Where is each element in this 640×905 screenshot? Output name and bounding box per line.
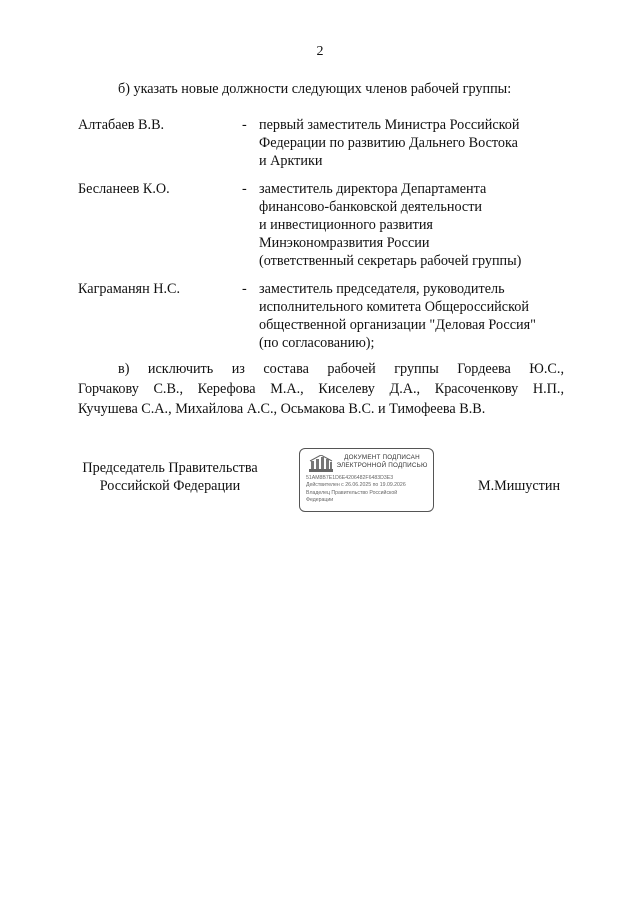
stamp-header — [336, 454, 428, 470]
role-line: Федерации по развитию Дальнего Востока — [259, 135, 518, 151]
role-line: заместитель директора Департамента — [259, 181, 487, 197]
exclusion-line: Горчакову С.В., Керефова М.А., Киселеву Д.А., Красоченкову Н.П., — [78, 381, 564, 397]
member-dash: - — [242, 281, 247, 297]
stamp-owner-line: Владелец Правительство Российской — [306, 489, 398, 496]
member-name: Каграманян Н.С. — [78, 281, 181, 297]
role-line: финансово-банковской деятельности — [259, 199, 482, 215]
signatory-title-line: Российской Федерации — [99, 478, 241, 494]
signatory-title — [70, 459, 270, 495]
role-line: общественной организации "Деловая Россия" — [259, 317, 536, 333]
role-line: первый заместитель Министра Российской — [259, 117, 520, 133]
role-line: заместитель председателя, руководитель — [259, 281, 505, 297]
member-role — [259, 280, 559, 352]
stamp-validity: Действителен с 26.06.2025 по 19.09.2026 — [306, 482, 406, 489]
stamp-header-line: ДОКУМЕНТ ПОДПИСАН — [344, 454, 420, 461]
exclusion-line: в) исключить из состава рабочей группы Гордеева Ю.С., — [118, 361, 564, 377]
role-line: исполнительного комитета Общероссийской — [259, 299, 529, 315]
intro-paragraph: б) указать новые должности следующих членов рабочей группы: — [118, 81, 512, 97]
member-role — [259, 180, 559, 270]
role-line: и Арктики — [259, 153, 323, 169]
member-dash: - — [242, 181, 247, 197]
member-dash: - — [242, 117, 247, 133]
signatory-name: М.Мишустин — [478, 478, 561, 494]
stamp-header-line: ЭЛЕКТРОННОЙ ПОДПИСЬЮ — [336, 462, 428, 469]
member-name: Алтабаев В.В. — [78, 117, 165, 133]
page-number: 2 — [316, 44, 324, 59]
stamp-owner-line: Федерации — [306, 497, 334, 504]
member-name: Бесланеев К.О. — [78, 181, 170, 197]
role-line: (ответственный секретарь рабочей группы) — [259, 253, 522, 269]
stamp-certificate: 51AM8B7E1D6E4206482F6483D3E3 — [306, 475, 394, 481]
stamp-details — [306, 475, 430, 505]
role-line: (по согласованию); — [259, 335, 375, 351]
electronic-signature-stamp — [299, 448, 434, 512]
exclusion-line: Кучушева С.А., Михайлова А.С., Осьмакова В.С. и Тимофеева В.В. — [78, 401, 486, 417]
role-line: и инвестиционного развития — [259, 217, 433, 233]
role-line: Минэкономразвития России — [259, 235, 430, 251]
signatory-title-line: Председатель Правительства — [82, 460, 258, 476]
member-role — [259, 116, 559, 170]
exclusion-paragraph — [78, 360, 564, 420]
coat-of-arms-icon — [308, 455, 334, 473]
